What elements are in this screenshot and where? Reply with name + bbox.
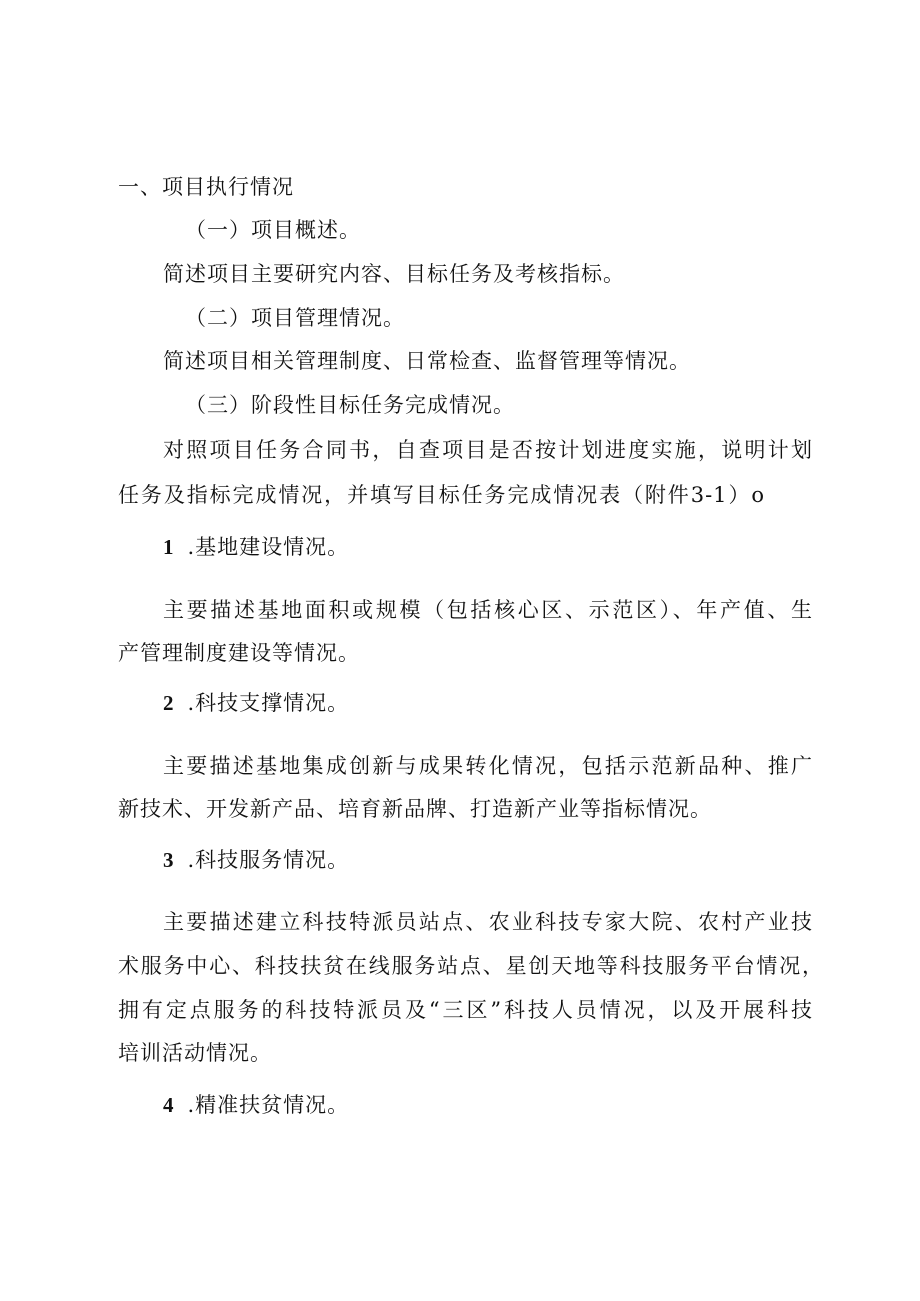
subsection-3-body-line-2: 任务及指标完成情况，并填写目标任务完成情况表（附件3-1）o bbox=[118, 483, 765, 507]
item-3-body-line-4: 培训活动情况。 bbox=[118, 1041, 272, 1065]
item-2-number: 2 bbox=[163, 691, 174, 715]
section-title: 一、项目执行情况 bbox=[118, 175, 294, 199]
item-3-body-line-3: 拥有定点服务的科技特派员及“三区”科技人员情况，以及开展科技 bbox=[118, 998, 813, 1022]
subsection-3-body-line-1: 对照项目任务合同书，自查项目是否按计划进度实施，说明计划 bbox=[163, 438, 813, 462]
item-3-number: 3 bbox=[163, 848, 174, 872]
item-1-body-line-1: 主要描述基地面积或规模（包括核心区、示范区）、年产值、生 bbox=[163, 598, 813, 622]
item-4-title: .精准扶贫情况。 bbox=[187, 1093, 350, 1117]
item-1-number: 1 bbox=[163, 535, 174, 559]
item-1-body-line-2: 产管理制度建设等情况。 bbox=[118, 641, 360, 665]
subsection-2-body: 简述项目相关管理制度、日常检查、监督管理等情况。 bbox=[163, 349, 691, 373]
item-3-body-line-1: 主要描述建立科技特派员站点、农业科技专家大院、农村产业技 bbox=[163, 910, 813, 934]
item-1-title: .基地建设情况。 bbox=[187, 535, 350, 559]
subsection-1-body: 简述项目主要研究内容、目标任务及考核指标。 bbox=[163, 262, 625, 286]
item-1-heading bbox=[163, 532, 349, 562]
item-2-body-line-1: 主要描述基地集成创新与成果转化情况，包括示范新品种、推广 bbox=[163, 754, 813, 778]
subsection-3-heading: （三）阶段性目标任务完成情况。 bbox=[185, 393, 515, 417]
item-3-title: .科技服务情况。 bbox=[187, 848, 350, 872]
item-4-number: 4 bbox=[163, 1093, 174, 1117]
item-4-heading bbox=[163, 1090, 349, 1120]
subsection-2-heading: （二）项目管理情况。 bbox=[185, 306, 405, 330]
item-3-heading bbox=[163, 845, 349, 875]
item-2-body-line-2: 新技术、开发新产品、培育新品牌、打造新产业等指标情况。 bbox=[118, 797, 712, 821]
item-2-heading bbox=[163, 688, 349, 718]
item-2-title: .科技支撑情况。 bbox=[187, 691, 350, 715]
item-3-body-line-2: 术服务中心、科技扶贫在线服务站点、星创天地等科技服务平台情况， bbox=[118, 954, 824, 978]
subsection-1-heading: （一）项目概述。 bbox=[185, 218, 361, 242]
